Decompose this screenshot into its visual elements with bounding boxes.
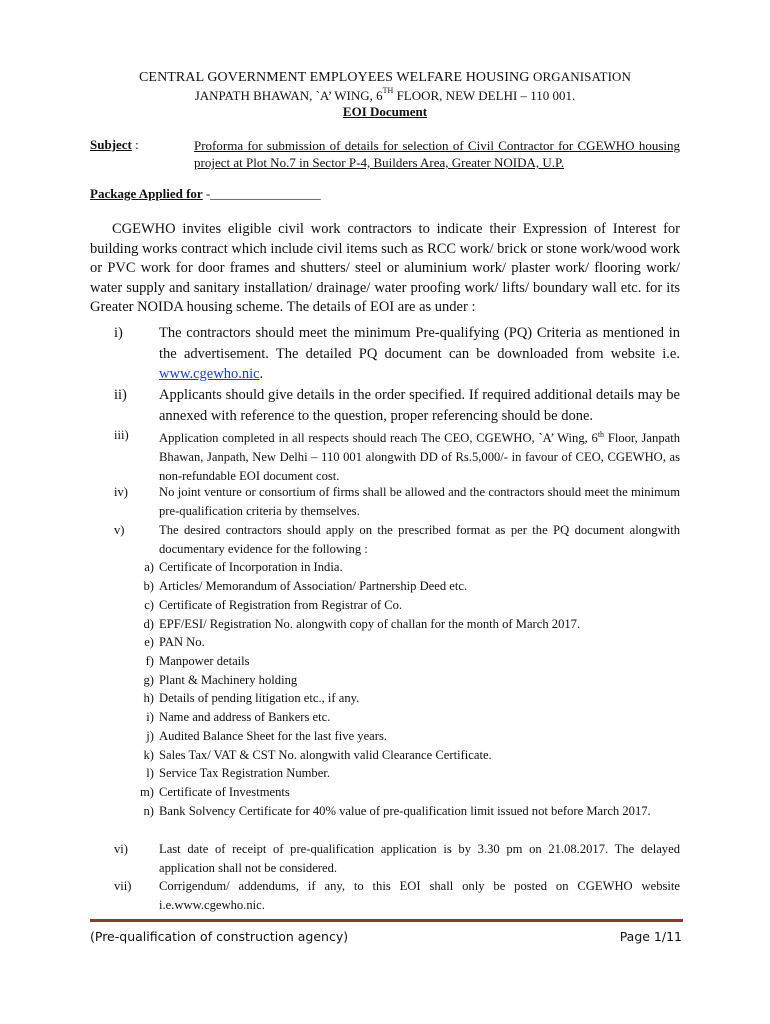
item-superscript: th bbox=[597, 430, 605, 439]
item-text-tail: . bbox=[259, 366, 264, 382]
footer-caption: (Pre-qualification of construction agency) bbox=[90, 929, 349, 944]
item-number: iv) bbox=[114, 485, 128, 499]
sub-item-letter: k) bbox=[143, 748, 154, 762]
sub-item-text: Manpower details bbox=[159, 654, 250, 668]
sub-item-letter: n) bbox=[143, 804, 154, 818]
address-text-tail: FLOOR, NEW DELHI – 110 001. bbox=[393, 88, 576, 103]
item-text-body: The contractors should meet the minimum Pre-qualifying (PQ) Criteria as mentioned in the advertisement. The detailed PQ document can be downloaded from website i.e. bbox=[159, 325, 680, 362]
item-text: The desired contractors should apply on the prescribed format as per the PQ document alongwith documentary evidence for the following : bbox=[159, 523, 680, 556]
page-number: Page 1/11 bbox=[619, 929, 682, 944]
subject-text: Proforma for submission of details for selection of Civil Contractor for CGEWHO housing project at Plot No.7 in Sector P-4, Builders Area, Greater NOIDA, U.P. bbox=[194, 138, 680, 170]
sub-item-letter: h) bbox=[143, 691, 154, 705]
sub-item-text: Details of pending litigation etc., if any. bbox=[159, 691, 360, 705]
sub-item-letter: c) bbox=[144, 598, 154, 612]
package-applied bbox=[90, 186, 321, 202]
package-blank: -_________________ bbox=[202, 186, 321, 201]
item-number: i) bbox=[114, 325, 123, 341]
sub-item-letter: j) bbox=[146, 729, 154, 743]
sub-item-text: Certificate of Investments bbox=[159, 785, 290, 799]
intro-paragraph: CGEWHO invites eligible civil work contractors to indicate their Expression of Interest for building works contract which include civil items such as RCC work/ brick or stone work/wood work or PVC work for door frames and shutters/ steel or aluminium work/ plaster work/ flooring work/ water supply and sanitary installation/ drainage/ water proofing work/ lifts/ boundary wall etc. for its Greater NOIDA housing scheme. The details of EOI are as under : bbox=[90, 221, 680, 316]
address-text: JANPATH BHAWAN, `A’ WING, 6 bbox=[194, 88, 383, 103]
item-number: ii) bbox=[114, 387, 127, 403]
item-text: Applicants should give details in the order specified. If required additional details may be annexed with reference to the question, proper referencing should be done. bbox=[159, 387, 680, 424]
item-number: vii) bbox=[114, 879, 132, 893]
subject-label bbox=[90, 137, 139, 153]
item-text: No joint venture or consortium of firms shall be allowed and the contractors should meet the minimum pre-qualification criteria by themselves. bbox=[159, 485, 680, 518]
address-superscript: TH bbox=[382, 86, 394, 95]
sub-item-letter: g) bbox=[143, 673, 154, 687]
sub-item-text: Plant & Machinery holding bbox=[159, 673, 298, 687]
sub-item-text: Articles/ Memorandum of Association/ Partnership Deed etc. bbox=[159, 579, 468, 593]
package-label: Package Applied for bbox=[90, 186, 203, 201]
sub-item-letter: i) bbox=[146, 710, 154, 724]
item-text: Last date of receipt of pre-qualification application is by 3.30 pm on 21.08.2017. The delayed application shall not be considered. bbox=[159, 842, 680, 875]
item-number: v) bbox=[114, 523, 125, 537]
subject-label-text: Subject bbox=[90, 137, 132, 152]
sub-item-text: Sales Tax/ VAT & CST No. alongwith valid Clearance Certificate. bbox=[159, 748, 492, 762]
sub-item-letter: l) bbox=[146, 766, 154, 780]
item-text-body: Application completed in all respects should reach The CEO, CGEWHO, `A’ Wing, 6 bbox=[159, 431, 598, 446]
document-title: EOI Document bbox=[342, 104, 428, 119]
sub-item-text: Certificate of Incorporation in India. bbox=[159, 560, 343, 574]
organisation-name-tail: ORGANISATION bbox=[533, 69, 632, 84]
item-number: iii) bbox=[114, 428, 129, 442]
sub-item-letter: a) bbox=[144, 560, 154, 574]
footer-rule bbox=[90, 919, 683, 922]
item-text bbox=[159, 426, 680, 485]
sub-item-text: Service Tax Registration Number. bbox=[159, 766, 330, 780]
item-text-tail: Floor, Janpath Bhawan, Janpath, New Delhi – 110 001 alongwith DD of Rs.5,000/- in favour of CEO, CGEWHO, as non-refundable EOI document cost. bbox=[159, 431, 680, 483]
sub-item-text: Bank Solvency Certificate for 40% value of pre-qualification limit issued not before March 2017. bbox=[159, 804, 651, 818]
website-link[interactable]: www.cgewho.nic bbox=[159, 366, 260, 382]
organisation-name bbox=[0, 69, 770, 86]
item-number: vi) bbox=[114, 842, 128, 856]
sub-item-letter: b) bbox=[143, 579, 154, 593]
sub-item-text: Audited Balance Sheet for the last five years. bbox=[159, 729, 388, 743]
sub-item-letter: d) bbox=[143, 617, 154, 631]
sub-item-text: EPF/ESI/ Registration No. alongwith copy of challan for the month of March 2017. bbox=[159, 617, 581, 631]
item-text: Corrigendum/ addendums, if any, to this EOI shall only be posted on CGEWHO website i.e.www.cgewho.nic. bbox=[159, 879, 680, 912]
sub-item-text: PAN No. bbox=[159, 635, 205, 649]
subject-colon: : bbox=[131, 137, 139, 152]
organisation-name-main: CENTRAL GOVERNMENT EMPLOYEES WELFARE HOUSING bbox=[138, 70, 530, 85]
sub-item-letter: f) bbox=[145, 654, 154, 668]
sub-item-text: Certificate of Registration from Registrar of Co. bbox=[159, 598, 403, 612]
sub-item-text: Name and address of Bankers etc. bbox=[159, 710, 331, 724]
item-text bbox=[159, 323, 680, 385]
organisation-address bbox=[0, 88, 770, 104]
sub-item-letter: e) bbox=[144, 635, 154, 649]
sub-item-letter: m) bbox=[140, 785, 154, 799]
